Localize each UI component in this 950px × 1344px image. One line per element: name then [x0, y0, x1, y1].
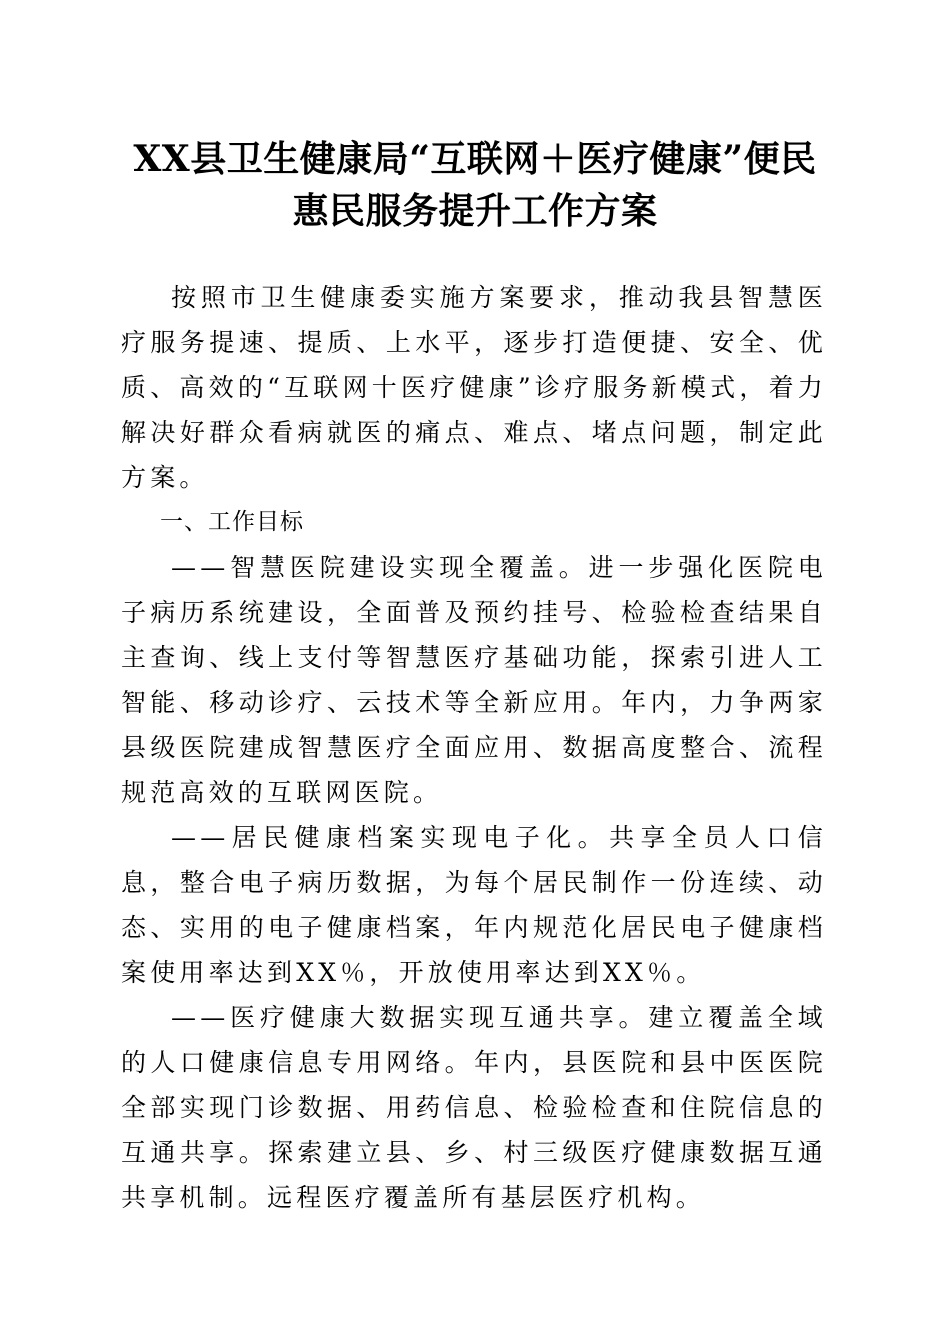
document-title: [100, 133, 850, 237]
goal-paragraph-smart-hospital: ——智慧医院建设实现全覆盖。进一步强化医院电子病历系统建设，全面普及预约挂号、检验检查结果自主查询、线上支付等智慧医疗基础功能，探索引进人工智能、移动诊疗、云技术等全新应用。年内，力争两家县级医院建成智慧医疗全面应用、数据高度整合、流程规范高效的互联网医院。: [121, 553, 827, 807]
document-body: [121, 275, 827, 1220]
goal-paragraph-health-records: ——居民健康档案实现电子化。共享全员人口信息，整合电子病历数据，为每个居民制作一份连续、动态、实用的电子健康档案，年内规范化居民电子健康档案使用率达到XX％，开放使用率达到XX％。: [121, 823, 827, 987]
title-line-1: XX县卫生健康局“互联网＋医疗健康”便民: [133, 138, 817, 180]
intro-paragraph: 按照市卫生健康委实施方案要求，推动我县智慧医疗服务提速、提质、上水平，逐步打造便捷、安全、优质、高效的“互联网十医疗健康”诊疗服务新模式，着力解决好群众看病就医的痛点、难点、堵点问题，制定此方案。: [121, 283, 827, 492]
goal-paragraph-big-data: ——医疗健康大数据实现互通共享。建立覆盖全域的人口健康信息专用网络。年内，县医院和县中医医院全部实现门诊数据、用药信息、检验检查和住院信息的互通共享。探索建立县、乡、村三级医疗健康数据互通共享机制。远程医疗覆盖所有基层医疗机构。: [121, 1003, 827, 1212]
section-heading-work-goals: 一、工作目标: [160, 509, 304, 535]
title-line-2: 惠民服务提升工作方案: [292, 190, 658, 232]
